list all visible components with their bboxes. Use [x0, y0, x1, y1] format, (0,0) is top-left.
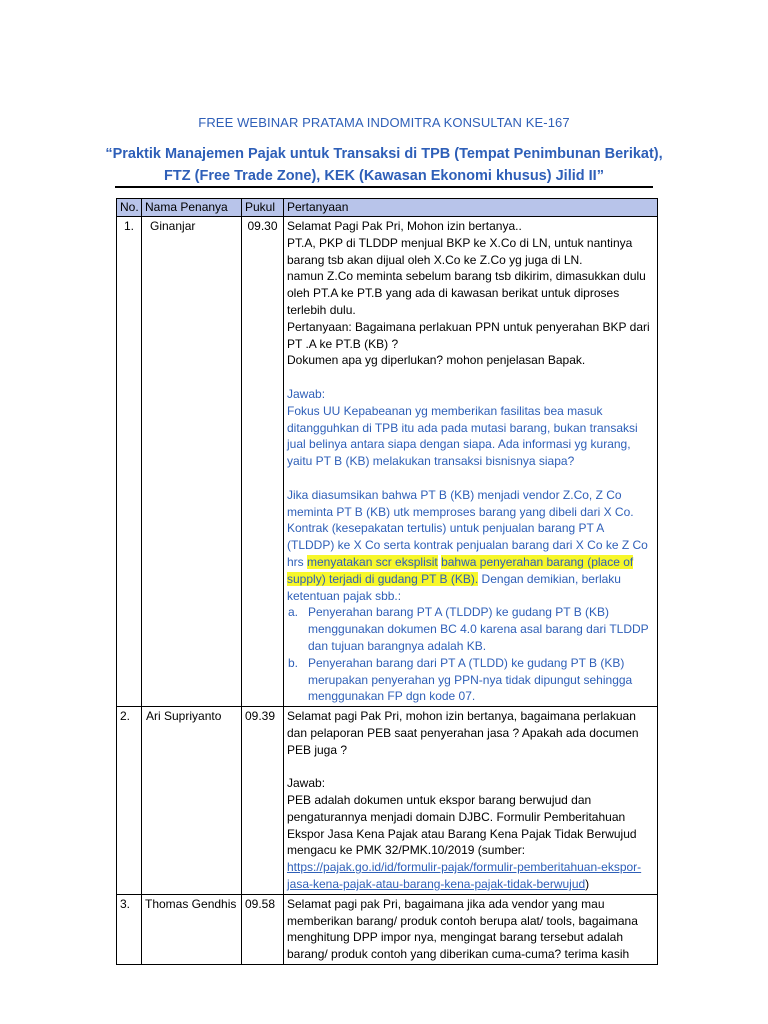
row-name: Ari Supriyanto	[142, 707, 242, 895]
answer-text: Dengan demikian, berlaku ketentuan pajak sbb.:	[287, 571, 621, 603]
document-title	[100, 143, 668, 187]
question-text: Selamat pagi Pak Pri, mohon izin bertanya, bagaimana perlakuan dan pelaporan PEB saat penyerahan jasa ? Apakah ada documen PEB juga ?	[287, 709, 639, 757]
event-title: FREE WEBINAR PRATAMA INDOMITRA KONSULTAN KE-167	[198, 115, 570, 130]
table-row	[117, 894, 658, 964]
answer-paragraph: Fokus UU Kepabeanan yg memberikan fasilitas bea masuk ditangguhkan di TPB itu ada pada mutasi barang, bukan transaksi jual belinya antara siapa dengan siapa. Ada informasi yg kurang, yaitu PT B (KB) melakukan transaksi bisnisnya siapa?	[287, 403, 638, 469]
list-marker: b.	[288, 655, 299, 670]
table-row	[117, 217, 658, 707]
row-question-cell	[284, 894, 658, 964]
answer-label: Jawab:	[287, 386, 326, 401]
document-title-line-1: “Praktik Manajemen Pajak untuk Transaksi di TPB (Tempat Penimbunan Berikat),	[105, 146, 663, 162]
row-time: 09.39	[242, 707, 284, 895]
highlighted-text: menyatakan scr eksplisit	[307, 554, 438, 569]
source-link[interactable]: https://pajak.go.id/id/formulir-pajak/formulir-pemberitahuan-ekspor-jasa-kena-pajak-atau-barang-kena-pajak-tidak-berwujud	[287, 860, 642, 892]
answer-text: Jika diasumsikan bahwa PT B (KB) menjadi vendor Z.Co, Z Co meminta PT B (KB) utk memproses barang yang dibeli dari X Co. Kontrak (kesepakatan tertulis) untuk penjualan barang PT A (TLDDP) ke X Co serta kontrak penjualan barang dari X Co ke Z Co hrs	[287, 487, 648, 569]
highlighted-text: bahwa penyerahan barang (place of supply) terjadi di gudang PT B (KB).	[287, 554, 634, 586]
row-name: Thomas Gendhis	[142, 894, 242, 964]
row-time: 09.58	[242, 894, 284, 964]
question-text: Selamat pagi pak Pri, bagaimana jika ada vendor yang mau memberikan barang/ produk contoh berupa alat/ tools, bagaimana menghitung DPP impor nya, mengingat barang tersebut adalah barang/ produk contoh yang diberikan cuma-cuma? terima kasih	[287, 896, 638, 962]
row-no: 3.	[117, 894, 142, 964]
answer-text: )	[585, 877, 590, 892]
row-time: 09.30	[242, 217, 284, 707]
answer-label: Jawab:	[287, 776, 326, 791]
row-name: Ginanjar	[142, 217, 242, 707]
answer-paragraph	[287, 487, 654, 605]
document-title-line-2: FTZ (Free Trade Zone), KEK (Kawasan Ekonomi khusus) Jilid II”	[164, 168, 604, 184]
title-divider	[115, 186, 653, 188]
list-item-text: Penyerahan barang PT A (TLDDP) ke gudang PT B (KB) menggunakan dokumen BC 4.0 karena asal barang dari TLDDP dan tujuan barangnya adalah KB.	[308, 605, 649, 653]
header-no: No.	[117, 199, 142, 217]
header-time: Pukul	[242, 199, 284, 217]
header-question: Pertanyaan	[284, 199, 658, 217]
question-line: Selamat Pagi Pak Pri, Mohon izin bertanya..	[287, 219, 522, 233]
question-line: PT.A, PKP di TLDDP menjual BKP ke X.Co di LN, untuk nantinya barang tsb akan dijual oleh X.Co ke Z.Co yg juga di LN.	[287, 235, 633, 267]
header-name: Nama Penanya	[142, 199, 242, 217]
row-no: 1.	[117, 217, 142, 707]
qa-table	[116, 198, 658, 965]
answer-paragraph	[287, 792, 654, 893]
list-item	[287, 655, 654, 705]
answer-text: PEB adalah dokumen untuk ekspor barang berwujud dan pengaturannya menjadi domain DJBC. Formulir Pemberitahuan Ekspor Jasa Kena Pajak atau Barang Kena Pajak Tidak Berwujud mengacu ke PMK 32/PMK.10/2019 (sumber:	[287, 793, 637, 858]
row-no: 2.	[117, 707, 142, 895]
list-marker: a.	[288, 605, 299, 620]
question-line: Dokumen apa yg diperlukan? mohon penjelasan Bapak.	[287, 353, 586, 368]
question-line: namun Z.Co meminta sebelum barang tsb dikirim, dimasukkan dulu oleh PT.A ke PT.B yang ada di kawasan berikat untuk diproses terlebih dulu.	[287, 269, 646, 317]
row-question-cell	[284, 707, 658, 895]
list-item-text: Penyerahan barang dari PT A (TLDD) ke gudang PT B (KB) merupakan penyerahan yg PPN-nya tidak dipungut sehingga menggunakan FP dgn kode 07.	[308, 655, 633, 704]
question-line: Pertanyaan: Bagaimana perlakuan PPN untuk penyerahan BKP dari PT .A ke PT.B (KB) ?	[287, 319, 650, 351]
row-question-cell	[284, 217, 658, 707]
list-item	[287, 604, 654, 654]
table-row	[117, 707, 658, 895]
table-header-row	[117, 199, 658, 217]
answer-list	[287, 604, 654, 705]
